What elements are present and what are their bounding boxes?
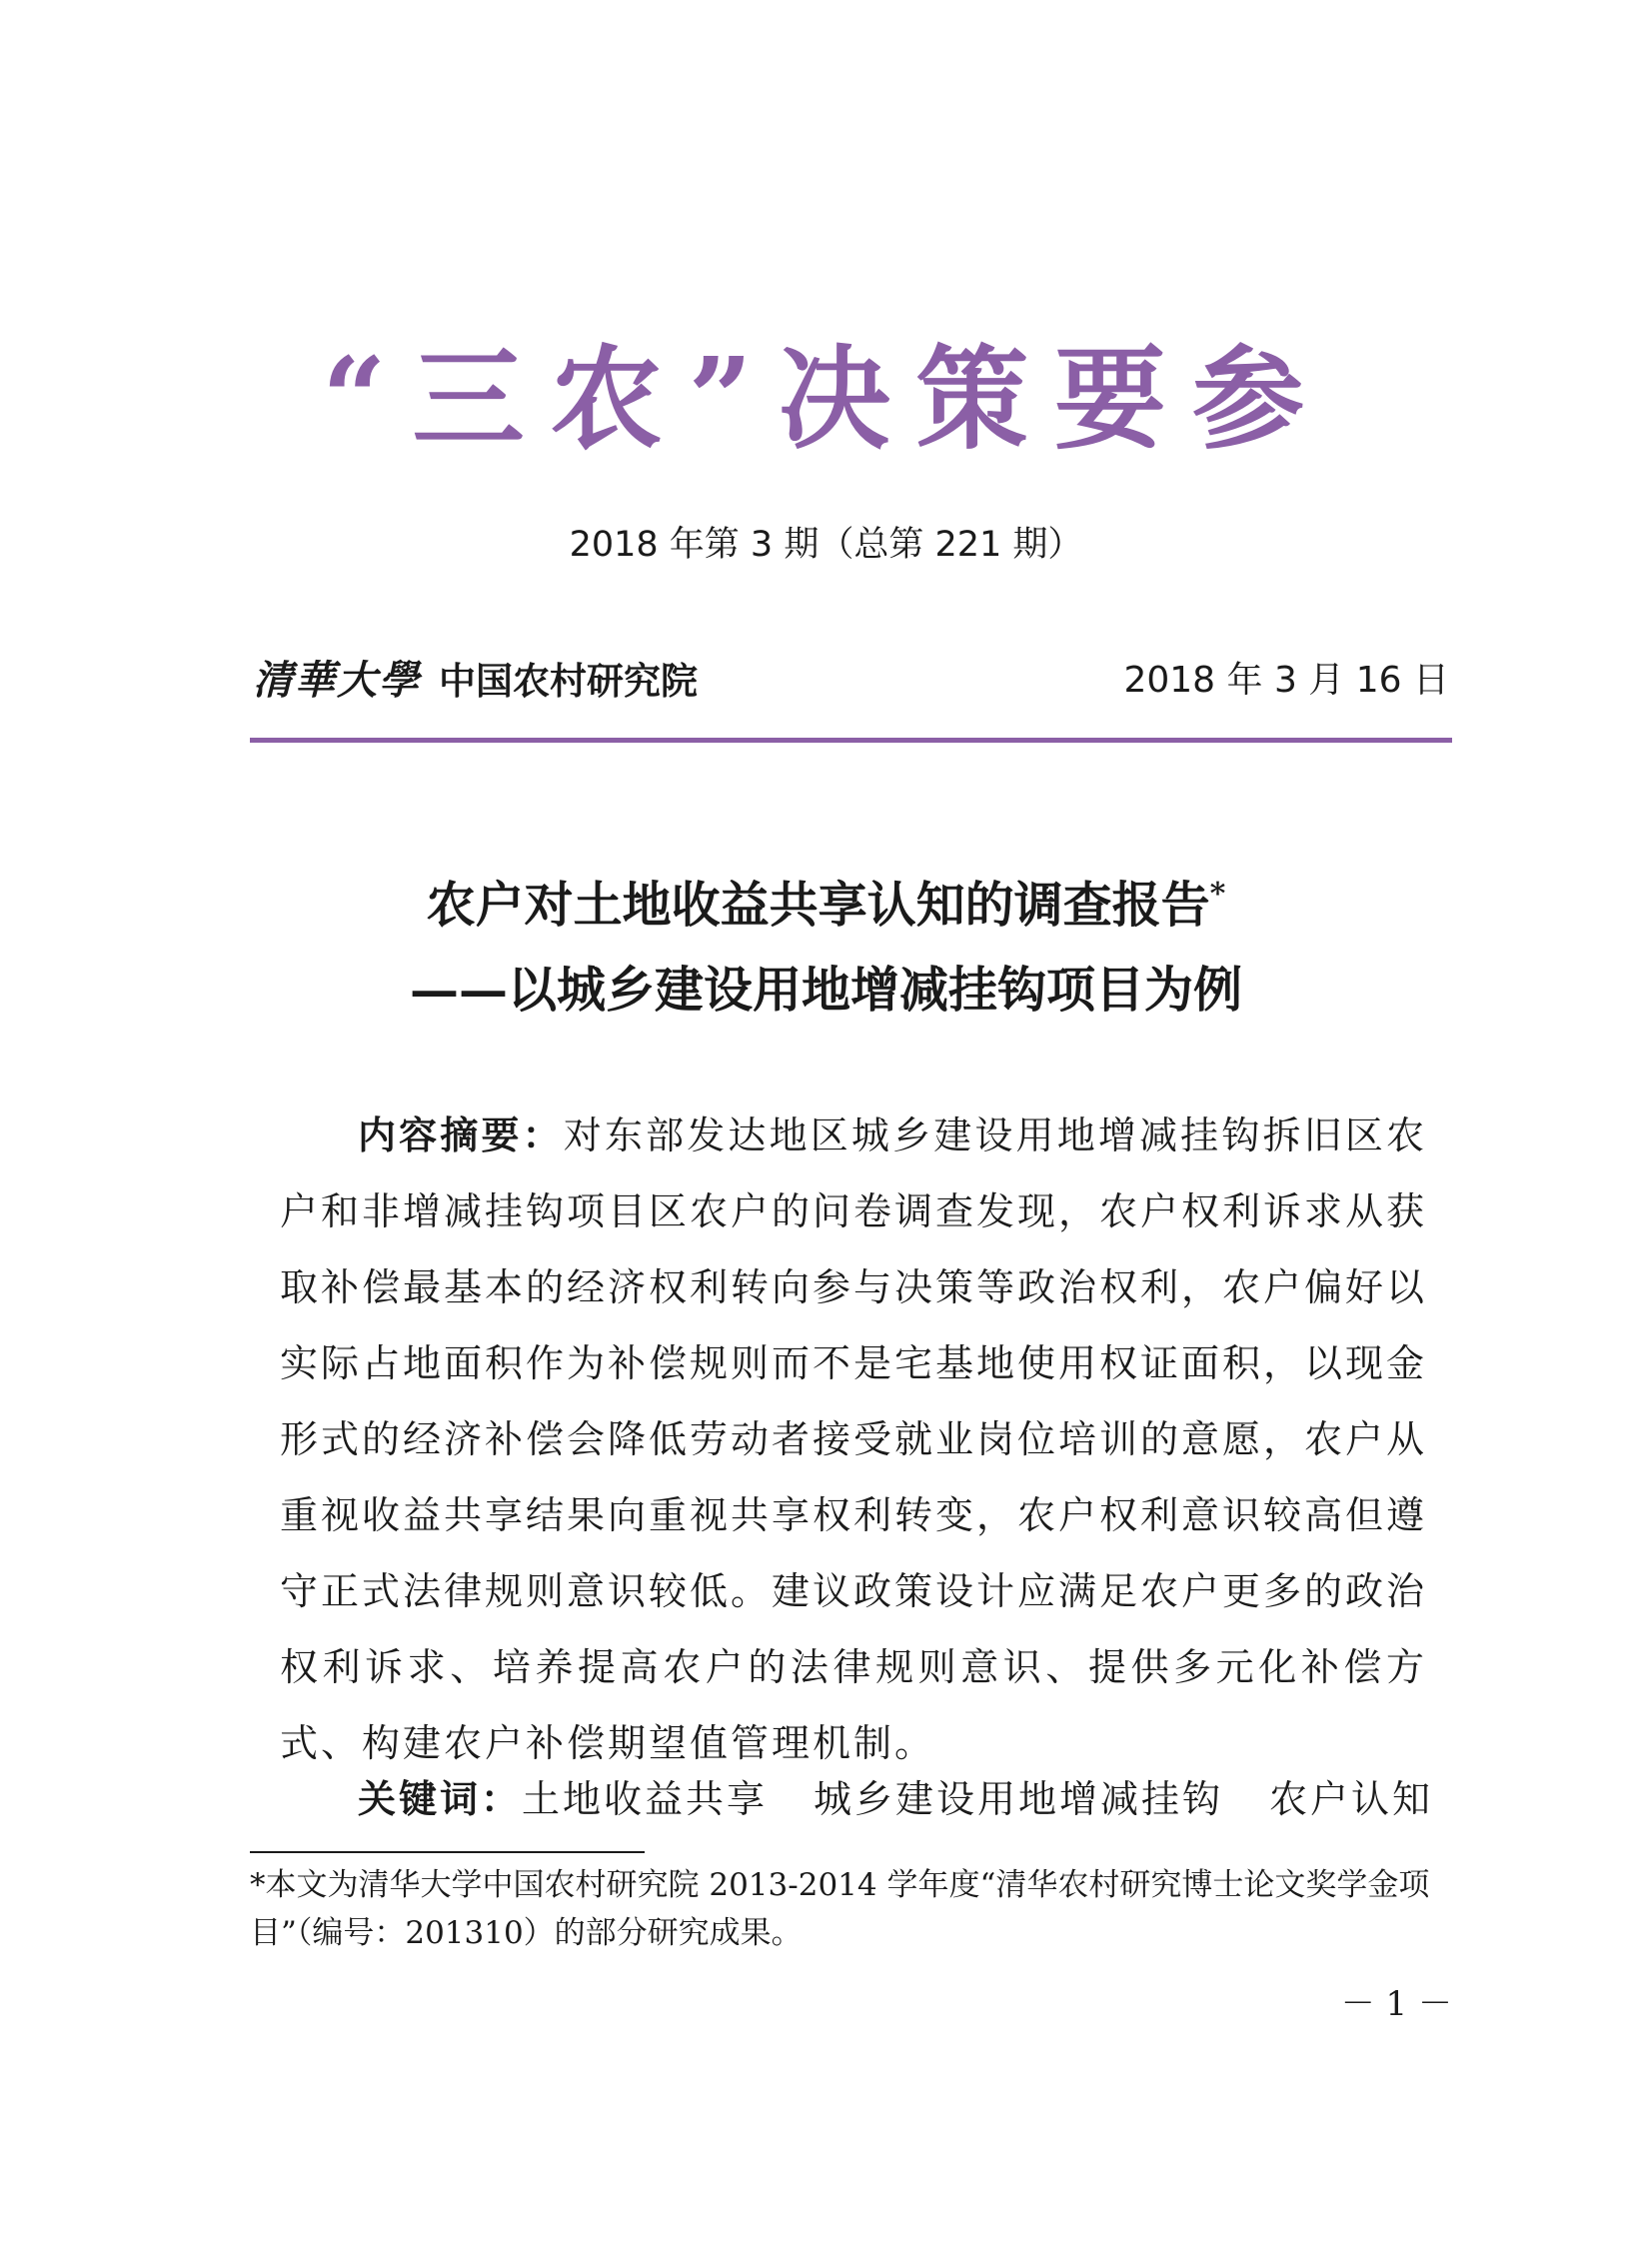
- abstract-text: 对东部发达地区城乡建设用地增减挂钩拆旧区农户和非增减挂钩项目区农户的问卷调查发现，农户权利诉求从获取补偿最基本的经济权利转向参与决策等政治权利，农户偏好以实际占地面积作为补偿规则而不是宅基地使用权证面积，以现金形式的经济补偿会降低劳动者接受就业岗位培训的意愿，农户从重视收益共享结果向重视共享权利转变，农户权利意识较高但遵守正式法律规则意识较低。建议政策设计应满足农户更多的政治权利诉求、培养提高农户的法律规则意识、提供多元化补偿方式、构建农户补偿期望值管理机制。: [280, 1114, 1428, 1765]
- issue-number: 2018 年第 3 期（总第 221 期）: [569, 525, 1083, 565]
- publication-date: 2018 年 3 月 16 日: [1123, 660, 1449, 701]
- header-divider: [250, 738, 1452, 743]
- keyword-item: 土地收益共享: [522, 1777, 769, 1821]
- institute-name: 中国农村研究院: [439, 659, 698, 703]
- footnote-marker: *: [1209, 877, 1226, 912]
- keyword-item: 城乡建设用地增减挂钩: [814, 1777, 1224, 1821]
- abstract-label: 内容摘要：: [358, 1114, 564, 1157]
- masthead-title: “三农”决策要参: [322, 334, 1330, 465]
- article-subtitle: ——以城乡建设用地增减挂钩项目为例: [409, 961, 1242, 1019]
- institute-header: [253, 656, 698, 706]
- footnote-text: *本文为清华大学中国农村研究院 2013-2014 学年度“清华农村研究博士论文奖学金项目”（编号：201310）的部分研究成果。: [250, 1867, 1430, 1951]
- footnote-divider: [250, 1851, 645, 1853]
- page-number: － 1 －: [1340, 1984, 1452, 2024]
- keyword-item: 农户认知: [1269, 1777, 1434, 1821]
- article-title: [0, 870, 1652, 940]
- keywords-line: [358, 1769, 1433, 1829]
- abstract-paragraph: [280, 1098, 1427, 1781]
- university-logo-text: 清華大學: [253, 657, 421, 704]
- keywords-label: 关键词：: [358, 1777, 523, 1821]
- article-title-text: 农户对土地收益共享认知的调查报告: [426, 876, 1210, 934]
